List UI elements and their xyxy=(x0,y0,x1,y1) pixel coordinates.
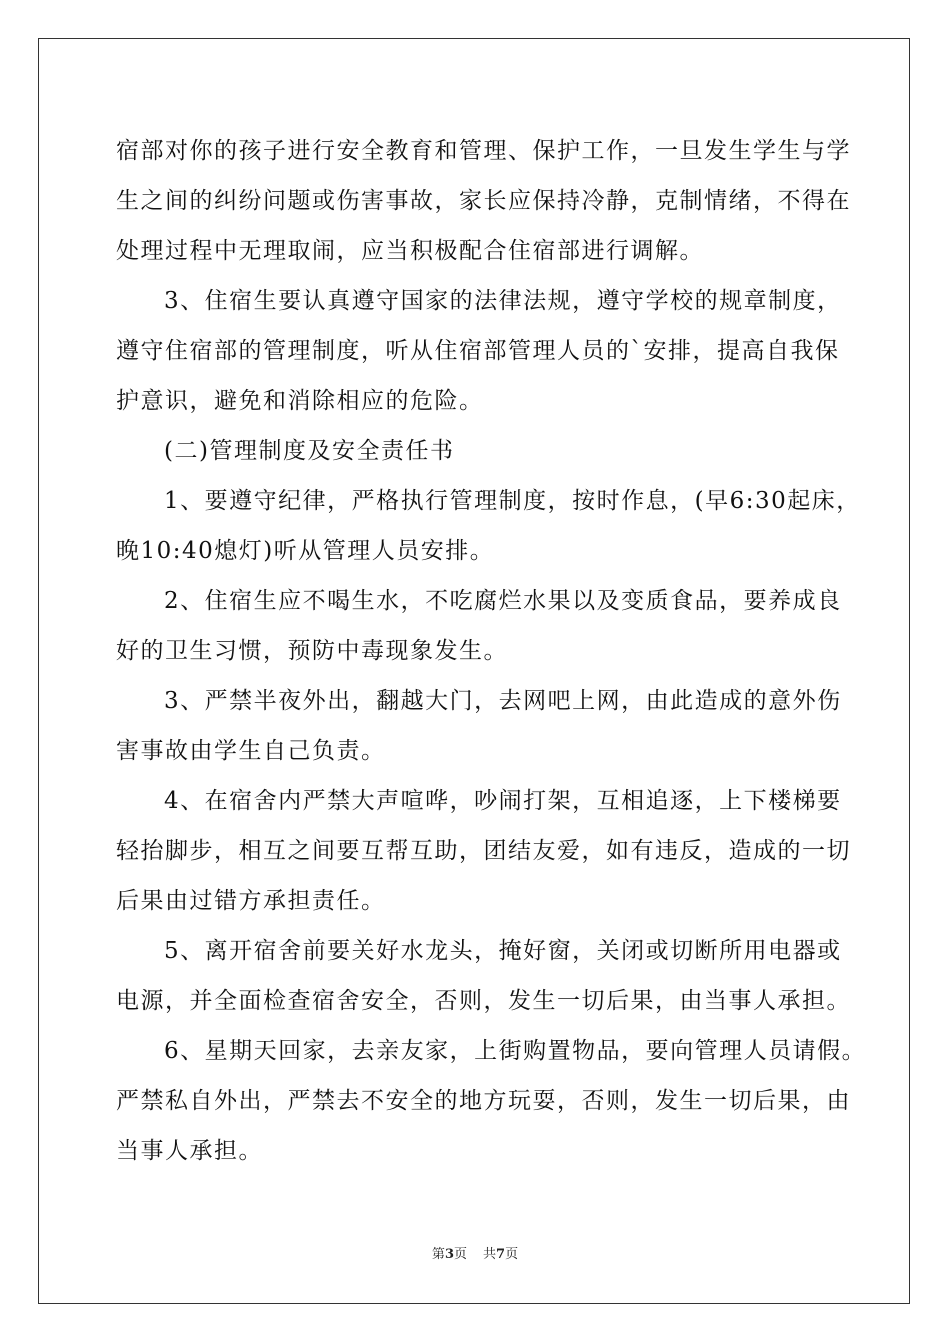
paragraph-7 xyxy=(116,926,851,1026)
paragraph-1 xyxy=(116,126,851,276)
text-line: 生之间的纠纷问题或伤害事故，家长应保持冷静，克制情绪，不得在 xyxy=(116,188,851,214)
text-line: 3、严禁半夜外出，翻越大门，去网吧上网，由此造成的意外伤 xyxy=(164,688,842,714)
paragraph-3 xyxy=(116,476,861,576)
text-line: 轻抬脚步，相互之间要互帮互助，团结友爱，如有违反，造成的一切 xyxy=(116,838,851,864)
page-prefix: 第 xyxy=(431,1247,445,1262)
text-line: 护意识，避免和消除相应的危险。 xyxy=(116,388,484,414)
text-line: 电源，并全面检查宿舍安全，否则，发生一切后果，由当事人承担。 xyxy=(116,988,851,1014)
text-line: 1、要遵守纪律，严格执行管理制度，按时作息，(早6:30起床， xyxy=(164,488,861,514)
text-line: 2、住宿生应不喝生水，不吃腐烂水果以及变质食品，要养成良 xyxy=(164,588,842,614)
text-line: 当事人承担。 xyxy=(116,1138,263,1164)
page-footer xyxy=(0,1243,950,1262)
text-line: 严禁私自外出，严禁去不安全的地方玩耍，否则，发生一切后果，由 xyxy=(116,1088,851,1114)
text-line: 处理过程中无理取闹，应当积极配合住宿部进行调解。 xyxy=(116,238,704,264)
total-page-count: 7 xyxy=(496,1247,506,1262)
paragraph-5 xyxy=(116,676,840,776)
page-suffix: 页 xyxy=(453,1247,467,1262)
text-line: 4、在宿舍内严禁大声喧哗，吵闹打架，互相追逐，上下楼梯要 xyxy=(164,788,842,814)
current-page-number: 3 xyxy=(444,1247,454,1262)
document-body xyxy=(116,126,867,1176)
section-heading xyxy=(116,426,840,476)
text-line: 5、离开宿舍前要关好水龙头，掩好窗，关闭或切断所用电器或 xyxy=(164,938,842,964)
text-line: 晚10:40熄灯)听从管理人员安排。 xyxy=(116,538,495,564)
total-prefix: 共 xyxy=(483,1247,497,1262)
text-line: 好的卫生习惯，预防中毒现象发生。 xyxy=(116,638,508,664)
text-line: 3、住宿生要认真遵守国家的法律法规，遵守学校的规章制度， xyxy=(164,288,842,314)
text-line: 遵守住宿部的管理制度，听从住宿部管理人员的`安排，提高自我保 xyxy=(116,338,840,364)
text-line: 后果由过错方承担责任。 xyxy=(116,888,386,914)
text-line: 6、星期天回家，去亲友家，上街购置物品，要向管理人员请假。 xyxy=(164,1038,867,1064)
text-line: 害事故由学生自己负责。 xyxy=(116,738,386,764)
paragraph-4 xyxy=(116,576,840,676)
paragraph-6 xyxy=(116,776,851,926)
paragraph-8 xyxy=(116,1026,867,1176)
paragraph-2 xyxy=(116,276,840,426)
text-line: 宿部对你的孩子进行安全教育和管理、保护工作，一旦发生学生与学 xyxy=(116,138,851,164)
total-suffix: 页 xyxy=(505,1247,519,1262)
text-line: (二)管理制度及安全责任书 xyxy=(164,438,455,464)
